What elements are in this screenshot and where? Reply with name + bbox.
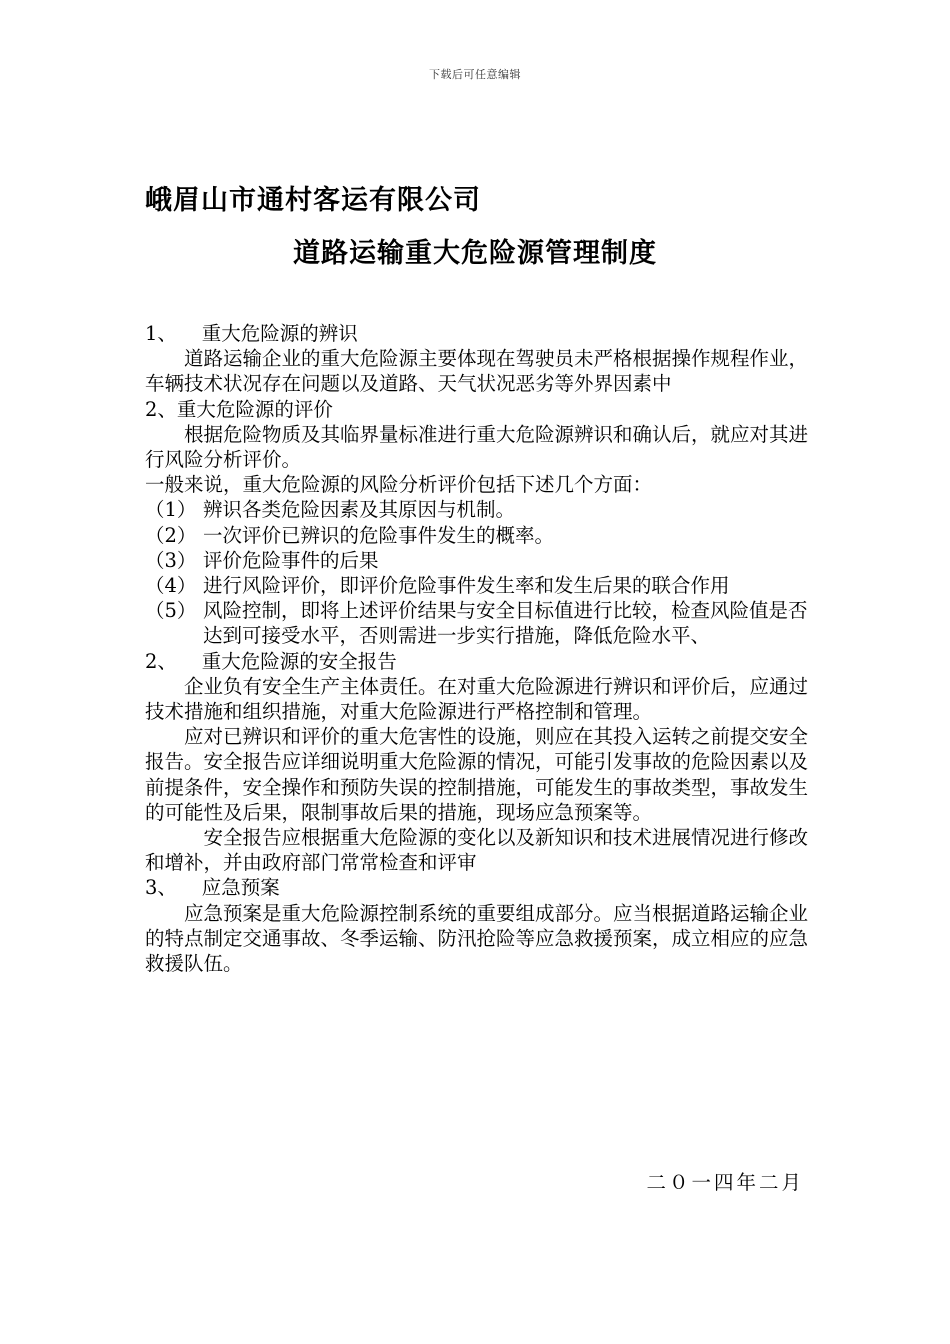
paragraph: 应对已辨识和评价的重大危害性的设施，则应在其投入运转之前提交安全报告。安全报告应详细说明重大危险源的情况，可能引发事故的危险因素以及前提条件，安全操作和预防失误的控制措施，可能发生的事故类型，事故发生的可能性及后果，限制事故后果的措施，现场应急预案等。: [145, 725, 809, 824]
section-heading-1: 1、 重大危险源的辨识: [145, 322, 358, 345]
list-text: 评价危险事件的后果: [203, 548, 379, 572]
section-heading-3: 2、 重大危险源的安全报告: [145, 649, 397, 673]
header-note: 下载后可任意编辑: [429, 68, 521, 81]
list-text: 进行风险评价，即评价危险事件发生率和发生后果的联合作用: [203, 574, 730, 598]
list-number: （4）: [145, 574, 197, 598]
list-number: （3）: [145, 548, 197, 572]
list-item: [145, 573, 810, 598]
list-text: 一次评价已辨识的危险事件发生的概率。: [203, 523, 555, 547]
list-item: [145, 497, 810, 522]
paragraph: 企业负有安全生产主体责任。在对重大危险源进行辨识和评价后，应通过技术措施和组织措施，对重大危险源进行严格控制和管理。: [145, 674, 809, 724]
paragraph: 道路运输企业的重大危险源主要体现在驾驶员未严格根据操作规程作业，车辆技术状况存在问题以及道路、天气状况恶劣等外界因素中: [145, 347, 809, 396]
paragraph: 应急预案是重大危险源控制系统的重要组成部分。应当根据道路运输企业的特点制定交通事故、冬季运输、防汛抢险等应急救援预案，成立相应的应急救援队伍。: [145, 901, 809, 976]
document-body: [145, 321, 810, 976]
document-date: 二０一四年二月: [646, 1171, 804, 1194]
list-number: （2）: [145, 523, 197, 547]
list-item: [145, 598, 810, 648]
list-text: 辨识各类危险因素及其原因与机制。: [203, 498, 516, 522]
paragraph: 一般来说，重大危险源的风险分析评价包括下述几个方面：: [145, 473, 653, 497]
section-heading-2: 2、重大危险源的评价: [145, 397, 333, 421]
document-title: 道路运输重大危险源管理制度: [293, 238, 657, 269]
list-text: 风险控制，即将上述评价结果与安全目标值进行比较，检查风险值是否达到可接受水平，否则需进一步实行措施，降低危险水平、: [203, 599, 808, 648]
list-item: [145, 548, 810, 573]
company-name: 峨眉山市通村客运有限公司: [145, 185, 481, 216]
section-heading-4: 3、 应急预案: [145, 876, 280, 900]
list-item: [145, 523, 810, 548]
list-number: （1）: [145, 498, 197, 522]
paragraph: 根据危险物质及其临界量标准进行重大危险源辨识和确认后，就应对其进行风险分析评价。: [145, 422, 809, 472]
paragraph: 安全报告应根据重大危险源的变化以及新知识和技术进展情况进行修改和增补，并由政府部门常常检查和评审: [145, 826, 809, 875]
list-number: （5）: [145, 599, 197, 623]
